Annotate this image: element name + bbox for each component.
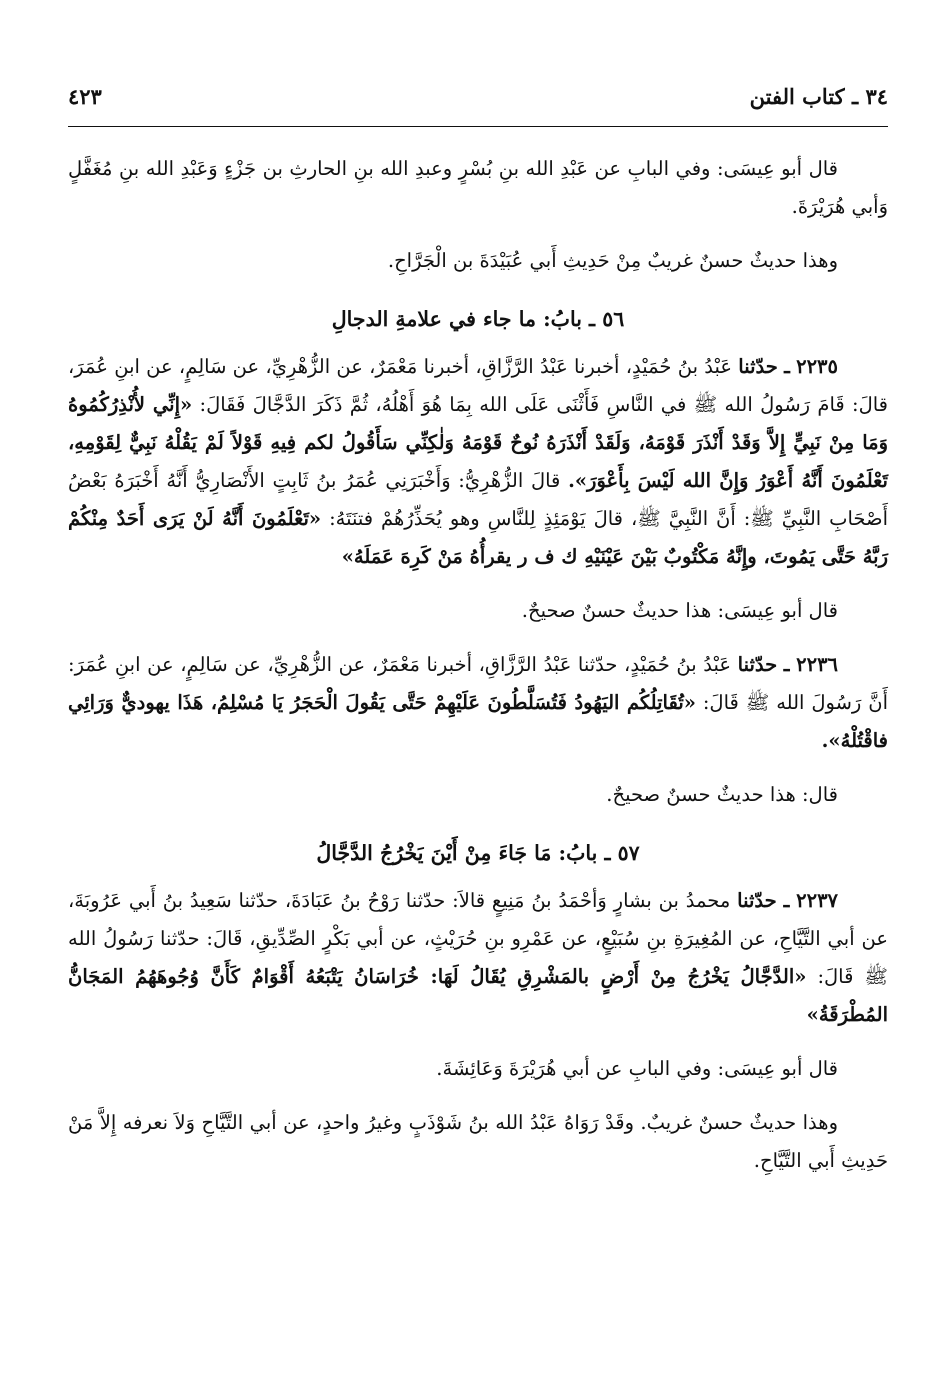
section-heading: ٥٦ ـ بابُ: ما جاء في علامةِ الدجالِ xyxy=(331,307,625,331)
hadith-chain: محمدُ بن بشارٍ وَأحْمَدُ بنُ مَنِيعٍ قالاَ: حدّثنا رَوْحُ بنُ عَبَادَةَ، حدّثنا سَعِيدُ بنُ أَبي عَرُوبَةَ، عن أبي التَّيَّاحِ، عن المُغِيرَةِ بنِ سُبَيْعٍ، عن عَمْرِو بنِ حُرَيْثٍ، عن أبي بَكْرٍ الصِّدِّيقِ، قَالَ: حدّثنا رَسُولُ الله ﷺ قَالَ: xyxy=(68,889,888,988)
hadith-chain: قالَ الزُّهْرِيُّ: وَأَخْبَرَنِي عُمَرُ بنُ ثَابِتٍ الأَنْصَارِيُّ أَنَّهُ أَخْبَرَهُ بَعْضُ أَصْحَابِ النَّبِيِّ ﷺ: أَنَّ النَّبِيَّ ﷺ، قالَ يَوْمَئِذٍ لِلنَّاسِ وهو يُحَذِّرُهُمْ فتنَتَهُ: xyxy=(68,469,888,530)
page-body xyxy=(68,150,888,1180)
hadith-paragraph xyxy=(68,646,888,760)
header-rule xyxy=(68,126,888,127)
hadith-quote: «تُقَاتِلُكُم اليَهُودُ فَتُسَلَّطُونَ عَلَيْهِمْ حَتَّى يَقُولَ الْحَجَرُ يَا مُسْلِمُ، هَذَا يهوديٌّ وَرَائِي فاقْتُلْهُ». xyxy=(68,691,888,752)
hadith-chain: عَبْدُ بنُ حُمَيْدٍ، حدّثنا عَبْدُ الرَّزَّاقِ، أخبرنا مَعْمَرٌ، عن الزُّهْرِيِّ، عن سَالِمٍ، عن ابنِ عُمَرَ: أَنَّ رَسُولَ الله ﷺ قَالَ: xyxy=(68,653,888,714)
hadith-separator: ـ xyxy=(783,889,790,912)
hadith-lead-word: حدّثنا xyxy=(738,355,778,378)
hadith-number: ٢٢٣٦ xyxy=(796,653,839,676)
hadith-paragraph xyxy=(68,882,888,1034)
paragraph-comment: قال أبو عِيسَى: وفي البابِ عن أبي هُرَيْرَةَ وَعَائِشَةَ. xyxy=(436,1057,838,1080)
hadith-chain: عَبْدُ بنُ حُمَيْدٍ، أخبرنا عَبْدُ الرَّزَّاقِ، أخبرنا مَعْمَرٌ، عن الزُّهْرِيِّ، عن سَالِمٍ، عن ابنِ عُمَرَ، قالَ: قَامَ رَسُولُ الله ﷺ في النَّاسِ فَأَثْنَى عَلَى الله بِمَا هُوَ أَهْلُهُ، ثُمَّ ذَكَرَ الدَّجَّالَ فَقَالَ: xyxy=(68,355,888,416)
running-header xyxy=(68,84,888,124)
hadith-quote: «تَعْلَمُونَ أَنَّهُ لَنْ يَرَى أَحَدٌ مِنْكُمْ رَبَّهُ حَتَّى يَمُوتَ، وإِنَّهُ مَكْتُوبٌ بَيْنَ عَيْنَيْهِ ك ف ر يقرأُهُ مَنْ كَرِهَ عَمَلَهُ» xyxy=(68,507,888,568)
paragraph-comment: قال أبو عِيسَى: وفي البابِ عن عَبْدِ الله بنِ بُسْرٍ وعبدِ الله بنِ الحارثِ بن جَزْءٍ وَعَبْدِ الله بنِ مُغَفَّلٍ وَأبي هُرَيْرَةَ. xyxy=(68,157,888,218)
hadith-paragraph xyxy=(68,348,888,576)
hadith-quote: «إِنِّي لأُنْذِرُكُمُوهُ وَمَا مِنْ نَبِيٍّ إِلاَّ وَقَدْ أَنْذَرَ قَوْمَهُ، وَلَقَدْ أَنْذَرَهُ نُوحٌ قَوْمَهُ وَلٰكِنِّي سَأَقُولُ لكم فِيهِ قَوْلاً لَمْ يَقُلْهُ نَبِيٌّ لِقَوْمِهِ، تَعْلَمُونَ أَنَّهُ أَعْوَرُ وَإِنَّ الله لَيْسَ بِأَعْوَرَ». xyxy=(68,393,888,492)
hadith-number: ٢٢٣٧ xyxy=(796,889,839,912)
paragraph-comment: وهذا حديثٌ حسنٌ غريبٌ. وقَدْ رَوَاهُ عَبْدُ الله بنُ شَوْذَبٍ وغيرُ واحدٍ، عن أبي التَّيَّاحِ وَلاَ نعرفه إِلاَّ مَنْ حَدِيثِ أَبي التَّيَّاحِ. xyxy=(68,1111,888,1172)
paragraph-comment: وهذا حديثٌ حسنٌ غريبٌ مِنْ حَدِيثِ أَبي عُبَيْدَةَ بن الْجَرَّاحِ. xyxy=(387,249,838,272)
hadith-lead-word: حدّثنا xyxy=(737,889,777,912)
hadith-separator: ـ xyxy=(784,355,790,378)
hadith-lead-word: حدّثنا xyxy=(737,653,778,676)
page-number: ٤٢٣ xyxy=(68,84,102,109)
hadith-separator: ـ xyxy=(783,653,790,676)
section-heading: ٥٧ ـ بابُ: مَا جَاءَ مِنْ أَيْنَ يَخْرُجُ الدَّجَّالُ xyxy=(316,841,640,865)
hadith-quote: «الدَّجَّالُ يَخْرُجُ مِنْ أَرْضٍ بالمَشْرِقِ يُقَالُ لَهَا: خُرَاسَانُ يَتْبَعُهُ أَقْوَامٌ كَأَنَّ وُجُوهَهُمُ المَجَانُّ المُطْرَقَةُ» xyxy=(68,965,888,1026)
chapter-title: ٣٤ ـ كتاب الفتن xyxy=(749,84,888,109)
paragraph-comment: قال أبو عِيسَى: هذا حديثٌ حسنٌ صحيحٌ. xyxy=(521,599,838,622)
paragraph-comment: قال: هذا حديثٌ حسنٌ صحيحٌ. xyxy=(606,783,838,806)
hadith-number: ٢٢٣٥ xyxy=(796,355,838,378)
